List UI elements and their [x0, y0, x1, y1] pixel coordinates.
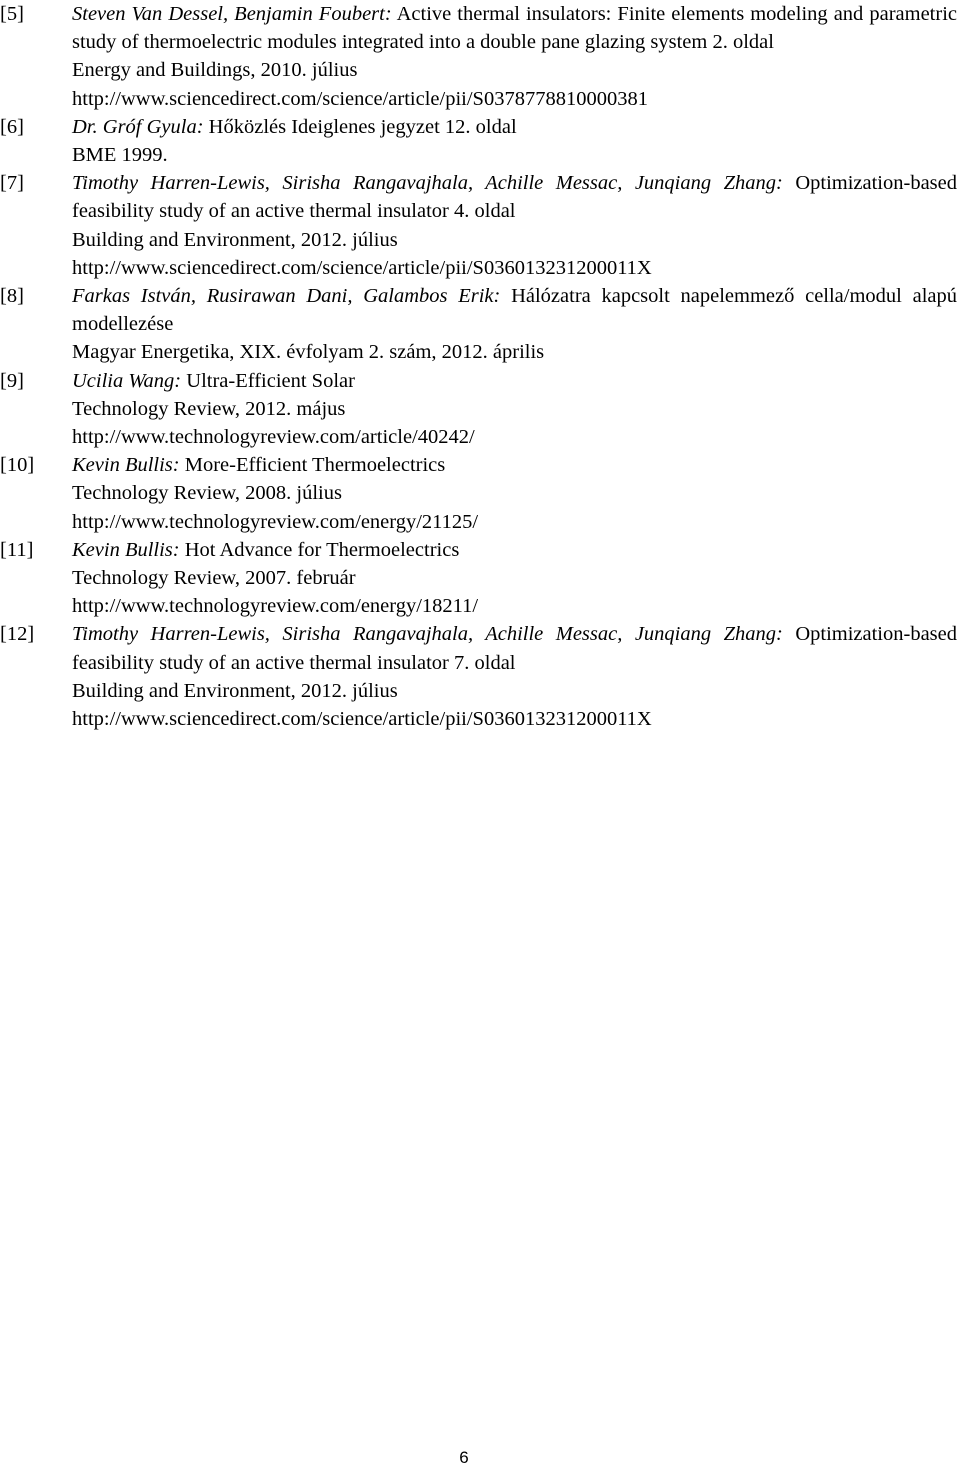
reference-item — [0, 169, 960, 282]
reference-body — [72, 620, 957, 733]
reference-citation — [72, 169, 957, 225]
reference-url[interactable]: http://www.technologyreview.com/article/40242/ — [72, 426, 475, 449]
reference-url[interactable]: http://www.sciencedirect.com/science/article/pii/S0378778810000381 — [72, 87, 648, 110]
reference-body — [72, 451, 957, 536]
reference-number: [9] — [0, 369, 24, 392]
reference-title: Optimization-based feasibility study of an active thermal insulator 7. oldal — [72, 623, 957, 674]
reference-url[interactable]: http://www.technologyreview.com/energy/21125/ — [72, 510, 479, 533]
reference-title: More-Efficient Thermoelectrics — [179, 454, 446, 477]
reference-title: Active thermal insulators: Finite elements modeling and parametric study of thermoelectric modules integrated into a double pane glazing system 2. oldal — [72, 3, 957, 54]
reference-authors: Steven Van Dessel, Benjamin Foubert: — [72, 3, 392, 25]
reference-number: [8] — [0, 285, 24, 308]
reference-body — [72, 0, 957, 113]
reference-source: Energy and Buildings, 2010. július — [72, 59, 358, 82]
reference-citation — [72, 451, 957, 479]
reference-title: Hálózatra kapcsolt napelemmező cella/modul alapú modellezése — [72, 285, 957, 336]
reference-item — [0, 620, 960, 733]
reference-body — [72, 113, 957, 169]
reference-body — [72, 169, 957, 282]
reference-body — [72, 536, 957, 621]
reference-body — [72, 282, 957, 367]
reference-authors: Farkas István, Rusirawan Dani, Galambos Erik: — [72, 285, 501, 308]
reference-title: Ultra-Efficient Solar — [181, 369, 355, 392]
reference-citation — [72, 0, 957, 56]
reference-title: Hőközlés Ideiglenes jegyzet 12. oldal — [203, 115, 517, 138]
reference-source: Magyar Energetika, XIX. évfolyam 2. szám, 2012. április — [72, 341, 545, 364]
reference-number: [5] — [0, 3, 24, 25]
reference-citation — [72, 620, 957, 676]
reference-source: Building and Environment, 2012. július — [72, 228, 398, 251]
reference-source: Technology Review, 2012. május — [72, 397, 346, 420]
reference-number: [11] — [0, 538, 34, 561]
reference-authors: Ucilia Wang: — [72, 369, 182, 392]
reference-list — [0, 0, 960, 733]
reference-citation — [72, 536, 957, 564]
reference-item — [0, 367, 960, 452]
reference-item — [0, 282, 960, 367]
reference-url[interactable]: http://www.sciencedirect.com/science/article/pii/S036013231200011X — [72, 256, 652, 279]
reference-authors: Dr. Gróf Gyula: — [72, 115, 204, 138]
reference-title: Optimization-based feasibility study of an active thermal insulator 4. oldal — [72, 172, 957, 223]
reference-item — [0, 0, 960, 113]
reference-authors: Kevin Bullis: — [72, 538, 180, 561]
reference-source: BME 1999. — [72, 144, 168, 167]
reference-item — [0, 451, 960, 536]
reference-authors: Kevin Bullis: — [72, 454, 180, 477]
reference-authors: Timothy Harren-Lewis, Sirisha Rangavajhala, Achille Messac, Junqiang Zhang: — [72, 623, 783, 646]
reference-title: Hot Advance for Thermoelectrics — [179, 538, 460, 561]
reference-authors: Timothy Harren-Lewis, Sirisha Rangavajhala, Achille Messac, Junqiang Zhang: — [72, 172, 783, 195]
reference-citation — [72, 367, 957, 395]
reference-item — [0, 536, 960, 621]
reference-number: [12] — [0, 623, 35, 646]
reference-citation — [72, 282, 957, 338]
reference-url[interactable]: http://www.sciencedirect.com/science/article/pii/S036013231200011X — [72, 708, 652, 731]
reference-body — [72, 367, 957, 452]
reference-url[interactable]: http://www.technologyreview.com/energy/18211/ — [72, 595, 479, 618]
reference-source: Building and Environment, 2012. július — [72, 679, 398, 702]
page-number: 6 — [459, 1448, 469, 1467]
reference-item — [0, 113, 960, 169]
reference-number: [6] — [0, 115, 24, 138]
reference-source: Technology Review, 2007. február — [72, 567, 356, 590]
reference-source: Technology Review, 2008. július — [72, 482, 342, 505]
reference-number: [7] — [0, 172, 24, 195]
reference-number: [10] — [0, 454, 35, 477]
reference-citation — [72, 113, 957, 141]
